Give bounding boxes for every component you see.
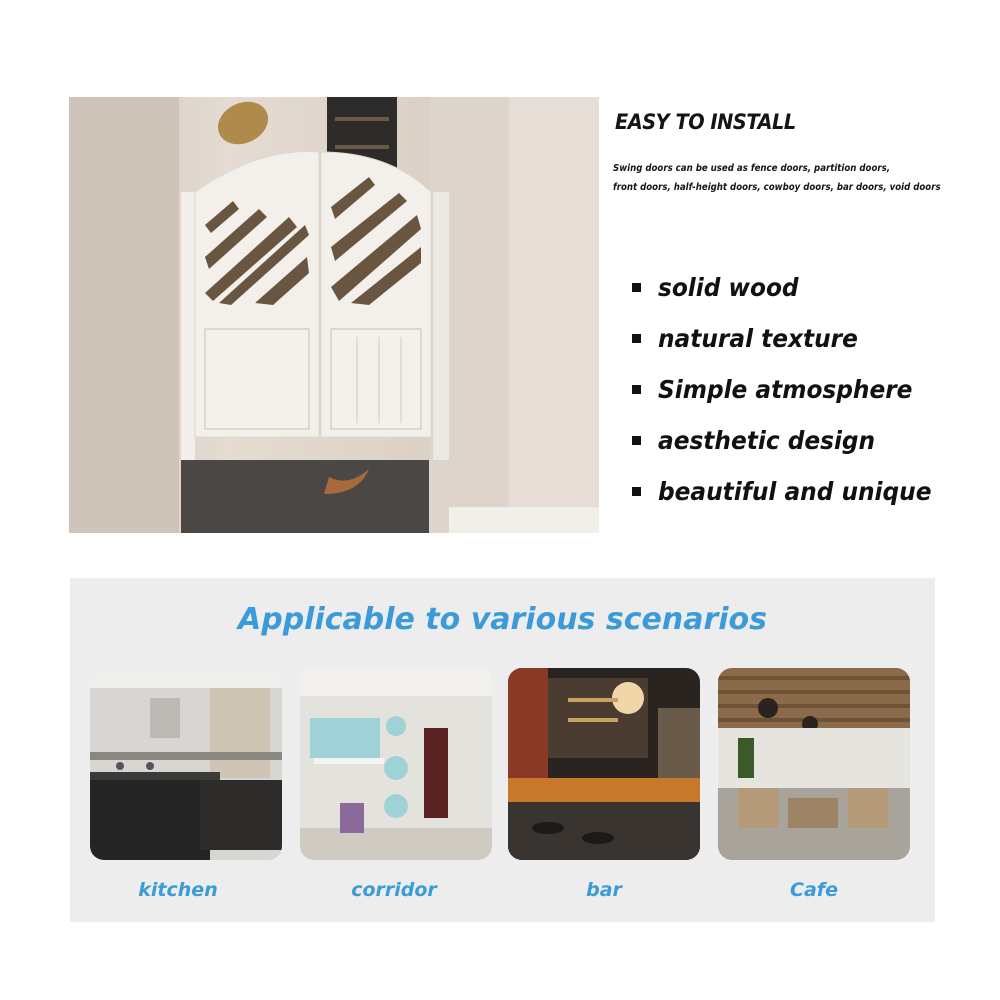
scenario-label-kitchen: kitchen <box>138 879 218 901</box>
scenario-label-corridor: corridor <box>351 879 437 901</box>
bar-photo <box>508 668 700 860</box>
scenario-label-bar: bar <box>586 879 622 901</box>
feature-item <box>632 364 952 415</box>
bullet-icon <box>632 436 641 445</box>
headline: EASY TO INSTALL <box>615 110 796 134</box>
feature-label: aesthetic design <box>658 426 876 455</box>
scenarios-title: Applicable to various scenarios <box>238 602 767 637</box>
feature-item <box>632 415 952 466</box>
feature-item <box>632 466 952 517</box>
scenarios-panel <box>70 578 935 922</box>
description-line-1: Swing doors can be used as fence doors, partition doors, <box>613 163 890 174</box>
bullet-icon <box>632 385 641 394</box>
bullet-icon <box>632 283 641 292</box>
feature-list <box>632 262 952 517</box>
feature-label: Simple atmosphere <box>658 375 913 404</box>
corridor-photo <box>300 668 492 860</box>
cafe-photo <box>718 668 910 860</box>
feature-item <box>632 313 952 364</box>
feature-label: beautiful and unique <box>658 477 932 506</box>
feature-item <box>632 262 952 313</box>
bullet-icon <box>632 334 641 343</box>
kitchen-photo <box>90 668 282 860</box>
description-line-2: front doors, half-height doors, cowboy doors, bar doors, void doors <box>613 182 941 193</box>
bullet-icon <box>632 487 641 496</box>
swing-door-photo <box>69 97 599 533</box>
feature-label: solid wood <box>658 273 799 302</box>
feature-label: natural texture <box>658 324 858 353</box>
scenario-label-cafe: Cafe <box>790 879 838 901</box>
